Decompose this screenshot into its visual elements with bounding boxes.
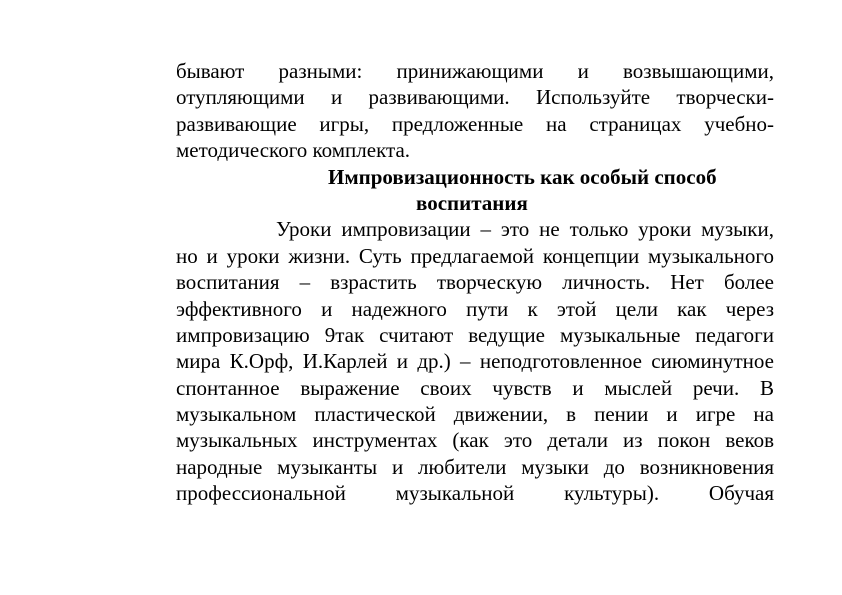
paragraph-2-line: музыкальном пластической движении, в пении и игре на	[176, 402, 774, 427]
paragraph-2-line: эффективного и надежного пути к этой цели как через	[176, 296, 774, 321]
paragraph-2-line: импровизацию 9так считают ведущие музыкальные педагоги	[176, 322, 774, 347]
section-heading-line: Импровизационность как особый способ	[328, 164, 717, 189]
paragraph-1-line: развивающие игры, предложенные на страницах учебно-	[176, 111, 774, 136]
paragraph-1-line: бывают разными: принижающими и возвышающими,	[176, 59, 774, 83]
paragraph-2-line: народные музыканты и любители музыки до возникновения	[176, 454, 774, 479]
paragraph-1-line: отупляющими и развивающими. Используйте творчески-	[176, 85, 774, 110]
paragraph-1-line: методического комплекта.	[176, 138, 411, 163]
paragraph-2-line: Уроки импровизации – это не только уроки музыки,	[276, 217, 774, 242]
paragraph-2-line: мира К.Орф, И.Карлей и др.) – неподготовленное сиюминутное	[176, 349, 774, 374]
paragraph-2-line: музыкальных инструментах (как это детали из покон веков	[176, 428, 774, 453]
paragraph-2-line: профессиональной музыкальной культуры). Обучая	[176, 481, 774, 506]
paragraph-2-line: спонтанное выражение своих чувств и мыслей речи. В	[176, 375, 774, 400]
section-heading-line: воспитания	[416, 190, 528, 215]
document-body	[176, 58, 774, 507]
paragraph-2-line: но и уроки жизни. Суть предлагаемой концепции музыкального	[176, 243, 774, 268]
paragraph-2-line: воспитания – взрастить творческую личность. Нет более	[176, 270, 774, 295]
